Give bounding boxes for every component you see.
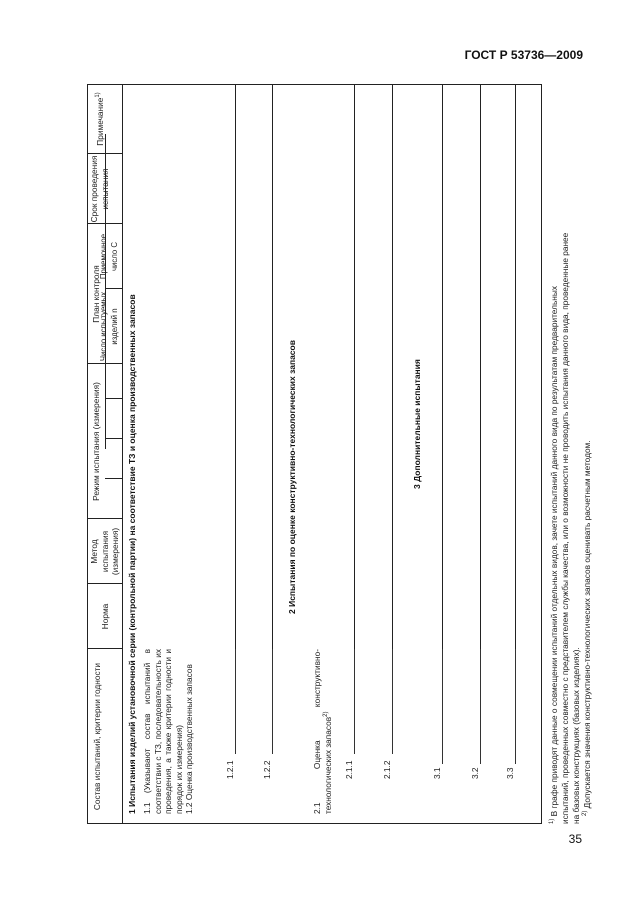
col-header-plan-c: Приемочное число C xyxy=(99,233,119,280)
item-3-3: 3.3 xyxy=(505,767,515,779)
row-line xyxy=(235,84,236,649)
col-header-composition: Состав испытаний, критерии годности xyxy=(92,662,102,811)
footnote-2: $^{2)}$ Допускается значения конструктивно-технологических запасов оценивать расчетным методом. xyxy=(582,440,592,816)
fill-line xyxy=(354,649,355,754)
col-header-norm: Норма xyxy=(100,603,110,630)
item-1-1: 1.1 (Указывают состав испытаний в соответствии с ТЗ, последовательность их проведения, а также критерии годности и порядок их измерения) xyxy=(142,649,184,814)
fill-line xyxy=(392,649,393,754)
rotated-table xyxy=(87,84,592,824)
item-2-1: 2.1 Оценка конструктивно-технологических запасов$^{2)}$ xyxy=(312,649,333,814)
item-2-1-1: 2.1.1 xyxy=(344,760,354,779)
item-2-1-2: 2.1.2 xyxy=(382,760,392,779)
row-line xyxy=(354,84,355,649)
row-line xyxy=(480,84,481,649)
item-3-1: 3.1 xyxy=(432,767,442,779)
footnote-1-line-2: испытаний, проведенных совместно с представителем службы качества, или о возможности не проводить испытания данного вида, проведенные ранее xyxy=(560,232,570,824)
col-header-notes: Примечание$^{1)}$ xyxy=(95,92,105,146)
fill-line xyxy=(272,649,273,754)
col-header-mode: Режим испытания (измерения) xyxy=(91,382,101,501)
row-line xyxy=(392,84,393,649)
item-1-2-1: 1.2.1 xyxy=(225,760,235,779)
col-header-plan-n: Число испытуемых изделий n xyxy=(99,291,119,362)
col-divider xyxy=(105,438,122,439)
fill-line xyxy=(480,649,481,764)
footnote-1-line-1: $^{1)}$ В графе приводят данные о совмещении испытаний отдельных видов, зачете испытаний данного вида по результатам предварительных xyxy=(549,286,559,824)
col-header-method: Метод испытания (измерения) xyxy=(89,527,120,576)
col-divider xyxy=(105,478,122,479)
row-line xyxy=(442,84,443,649)
section-1-title: 1 Испытания изделий установочной серии (контрольной партии) на соответствие ТЗ и оценка производственных запасов xyxy=(127,294,137,814)
section-3-title: 3 Дополнительные испытания xyxy=(412,359,422,489)
fill-line xyxy=(235,649,236,754)
item-1-2-2: 1.2.2 xyxy=(262,760,272,779)
col-header-plan: План контроля xyxy=(91,265,101,323)
row-line xyxy=(515,84,516,649)
col-divider xyxy=(105,398,122,399)
item-1-2: 1.2 Оценка производственных запасов xyxy=(184,664,194,814)
footnote-1-line-3: на базовых конструкциях (базовых изделиях). xyxy=(571,647,581,824)
header-bottom-line xyxy=(122,84,123,824)
fill-line xyxy=(515,649,516,764)
document-code: ГОСТ Р 53736—2009 xyxy=(464,48,583,62)
item-3-2: 3.2 xyxy=(470,767,480,779)
row-line xyxy=(272,84,273,649)
page-number: 35 xyxy=(568,832,582,846)
col-header-term: Срок проведения испытания xyxy=(89,155,110,223)
fill-line xyxy=(442,649,443,764)
section-2-title: 2 Испытания по оценке конструктивно-технологических запасов xyxy=(287,340,297,614)
